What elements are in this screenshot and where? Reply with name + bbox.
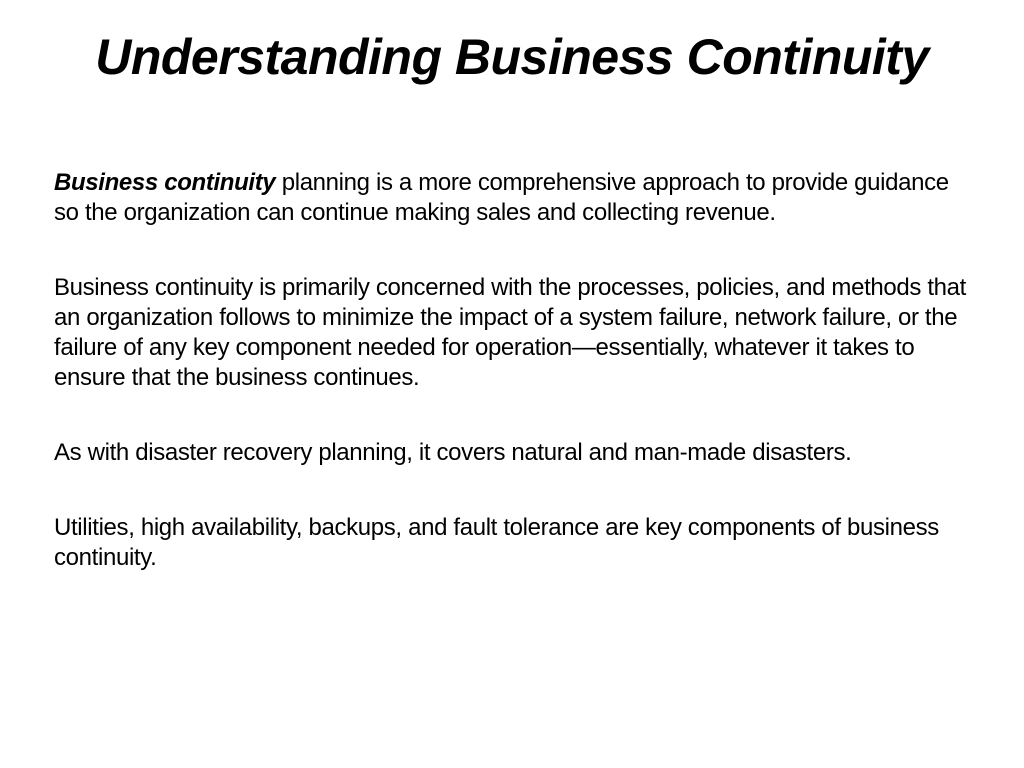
paragraph-text: planning is a more comprehensive approach to provide guidance so the organization can continue making sales and collecting revenue.: [54, 169, 949, 226]
slide-body: [54, 168, 974, 573]
paragraph-business-continuity-concerns: Business continuity is primarily concerned with the processes, policies, and methods that an organization follows to minimize the impact of a system failure, network failure, or the failure of any key component needed for operation—essentially, whatever it takes to ensure that the business continues.: [54, 274, 966, 391]
paragraph-disaster-coverage: As with disaster recovery planning, it covers natural and man-made disasters.: [54, 439, 852, 466]
paragraph-key-components: Utilities, high availability, backups, and fault tolerance are key components of business continuity.: [54, 514, 939, 571]
emphasis-term: Business continuity: [54, 169, 276, 196]
paragraph-business-continuity-definition: [54, 168, 974, 228]
slide-title: Understanding Business Continuity: [95, 29, 929, 85]
